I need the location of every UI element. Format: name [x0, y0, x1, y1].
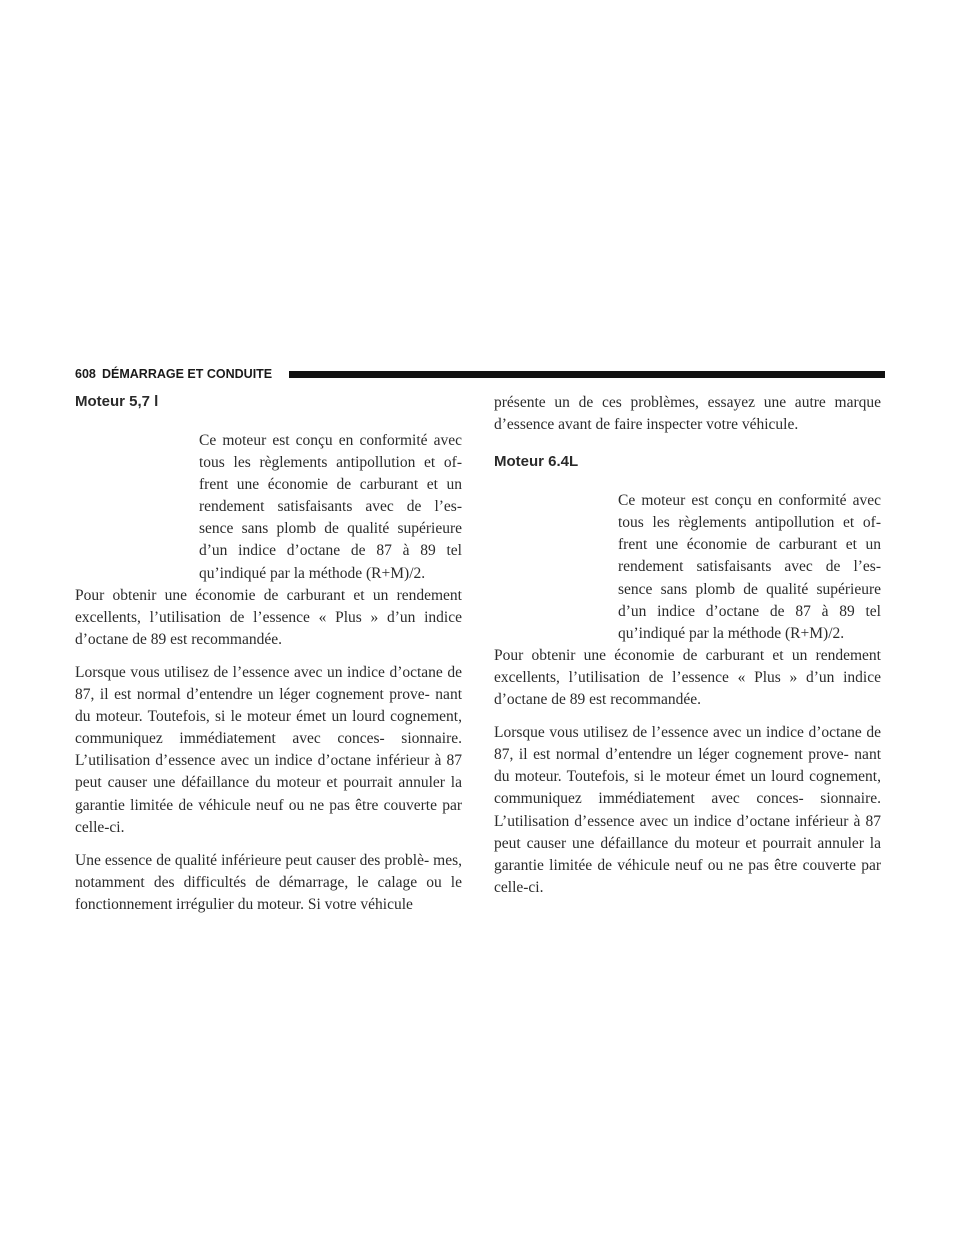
section-title: DÉMARRAGE ET CONDUITE	[102, 367, 273, 381]
left-column	[75, 392, 462, 916]
paragraph-recommendation: Pour obtenir une économie de carburant et un rendement excellents, l’utilisation de l’essence « Plus » d’un indice d’octane de 89 est recommandée.	[75, 586, 462, 648]
paragraph-continuation: présente un de ces problèmes, essayez une autre marque d’essence avant de faire inspecter votre véhicule.	[494, 394, 881, 434]
paragraph-knock: Lorsque vous utilisez de l’essence avec un indice d’octane de 87, il est normal d’entendre un léger cognement prove- nant du moteur. Toutefois, si le moteur émet un lourd cognement, communiquez immédiatement avec conces- sionnaire. L’utilisation d’essence avec un indice d’octane inférieur à 87 peut causer une défaillance du moteur et pourrait annuler la garantie limitée de véhicule neuf ou ne pas être couverte par celle-ci.	[75, 663, 462, 836]
paragraph-recommendation: Pour obtenir une économie de carburant et un rendement excellents, l’utilisation de l’essence « Plus » d’un indice d’octane de 89 est recommandée.	[494, 646, 881, 709]
page-number: 608	[75, 367, 96, 381]
right-column	[494, 392, 881, 899]
heading-moteur-5-7: Moteur 5,7 l	[75, 393, 159, 410]
running-header	[75, 364, 885, 384]
engine-intro-paragraph: Ce moteur est conçu en conformité avec tous les règlements antipollution et of- frent une économie de carburant et un rendement satisfaisants avec de l’es- sence sans plomb de qualité supérieure d’un indice d’octane de 87 à 89 tel qu’indiqué par la méthode (R+M)/2.	[199, 432, 462, 582]
paragraph-knock: Lorsque vous utilisez de l’essence avec un indice d’octane de 87, il est normal d’entendre un léger cognement prove- nant du moteur. Toutefois, si le moteur émet un lourd cognement, communiquez immédiatement avec conces- sionnaire. L’utilisation d’essence avec un indice d’octane inférieur à 87 peut causer une défaillance du moteur et pourrait annuler la garantie limitée de véhicule neuf ou ne pas être couverte par celle-ci.	[494, 724, 881, 896]
heading-moteur-6-4: Moteur 6.4L	[494, 453, 579, 471]
engine-intro-paragraph: Ce moteur est conçu en conformité avec tous les règlements antipollution et of- frent une économie de carburant et un rendement satisfaisants avec de l’es- sence sans plomb de qualité supérieure d’un indice d’octane de 87 à 89 tel qu’indiqué par la méthode (R+M)/2.	[618, 492, 881, 642]
header-rule	[289, 371, 885, 378]
paragraph-low-quality: Une essence de qualité inférieure peut causer des problè- mes, notamment des difficultés de démarrage, le calage ou le fonctionnement irrégulier du moteur. Si votre véhicule	[75, 851, 462, 913]
